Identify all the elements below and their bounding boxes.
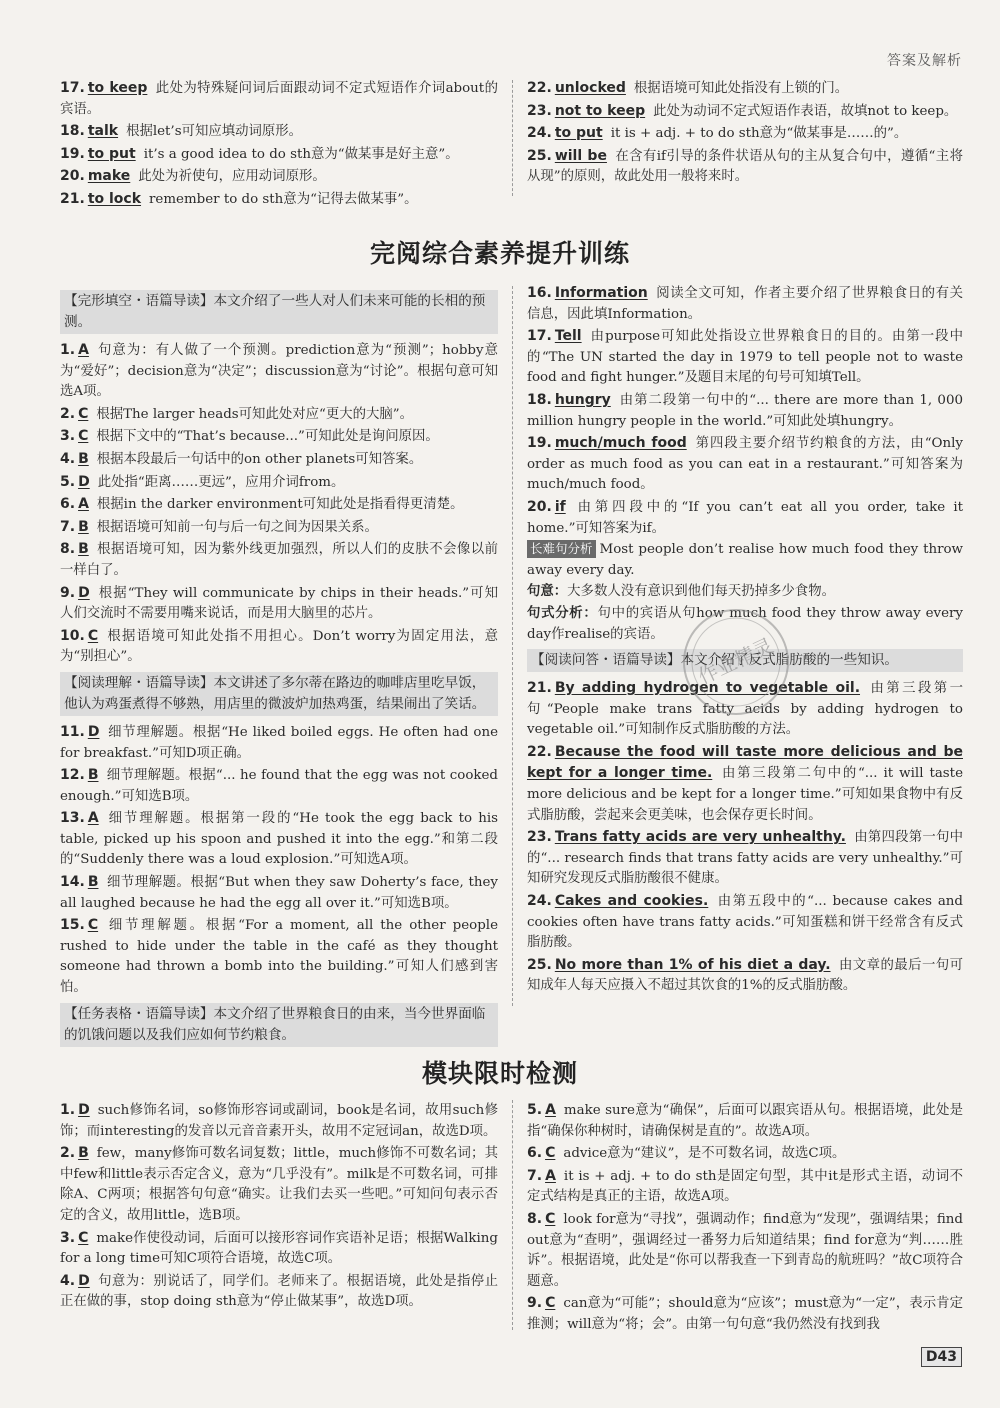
item-explanation: 由第三段第二句中的“... it will taste more delicious and be kept for a longer time.”可知如果食物中有反式脂肪酸，尝起来会更美味，也会保存更长时间。: [527, 766, 963, 823]
item-number: 5.: [60, 473, 76, 490]
answer-item: [60, 78, 498, 120]
item-explanation: 由文章的最后一句可知成年人每天应摄入不超过其饮食的1%的反式脂肪酸。: [527, 957, 963, 994]
item-answer: to put: [87, 145, 136, 162]
item-explanation: it is + adj. + to do sth意为“做某事是……的”。: [610, 126, 908, 142]
answer-item: [60, 1228, 498, 1270]
item-explanation: 第四段主要介绍节约粮食的方法，由“Only order as much food as you can eat in a restaurant.”可知答案为much/much food。: [527, 436, 963, 493]
analysis-text: 句中的宾语从句how much food they throw away every day作realise的宾语。: [527, 605, 964, 642]
item-explanation: 根据语境可知此处指没有上锁的门。: [633, 81, 849, 96]
answer-item: [527, 1100, 963, 1142]
item-answer: C: [545, 1210, 556, 1227]
item-number: 23.: [527, 829, 552, 846]
answer-item: [60, 121, 498, 143]
section2-title: 模块限时检测: [421, 1059, 578, 1088]
answer-item: [527, 891, 963, 954]
reading-guide: 【阅读理解・语篇导读】本文讲述了多尔蒂在路边的咖啡店里吃早饭，他认为鸡蛋煮得不够熟，用店里的微波炉加热鸡蛋，结果闹出了笑话。: [60, 672, 498, 716]
section2-left-column: [60, 1100, 498, 1314]
long-sentence-text: Most people don’t realise how much food they throw away every day.: [527, 542, 963, 578]
item-explanation: 由第四段中的“If you can’t eat all you order, take it home.”可知答案为if。: [527, 499, 963, 536]
item-answer: B: [78, 518, 89, 535]
meaning-text: 大多数人没有意识到他们每天扔掉多少食物。: [567, 584, 835, 600]
item-answer: to put: [554, 125, 603, 142]
item-answer: Information: [554, 285, 648, 301]
item-answer: No more than 1% of his diet a day.: [554, 956, 831, 973]
item-explanation: 由第五段中的“... because cakes and cookies often have trans fatty acids.”可知蛋糕和饼干经常含有反式脂肪酸。: [527, 894, 963, 951]
answer-item: [527, 827, 963, 890]
item-number: 14.: [60, 874, 85, 891]
answer-item: [527, 742, 963, 826]
answer-item: [527, 78, 963, 100]
item-answer: Cakes and cookies.: [554, 893, 709, 910]
item-explanation: 根据let’s可知应填动词原形。: [126, 124, 303, 140]
item-answer: By adding hydrogen to vegetable oil.: [554, 680, 861, 697]
answer-item: [527, 433, 963, 496]
item-explanation: advice意为“建议”，是不可数名词，故选C项。: [563, 1146, 846, 1162]
item-answer: A: [545, 1102, 556, 1118]
item-answer: D: [78, 1102, 90, 1118]
answer-item: [60, 494, 498, 516]
item-explanation: 阅读全文可知，作者主要介绍了世界粮食日的有关信息，因此填Information。: [527, 286, 963, 322]
item-answer: C: [78, 405, 89, 422]
item-number: 3.: [60, 1229, 76, 1246]
column-divider-bottom: [512, 1100, 514, 1330]
answer-item: [527, 1166, 963, 1208]
long-sentence-tag: 长难句分析: [527, 540, 596, 558]
answer-item: [60, 449, 498, 471]
item-explanation: make作使役动词，后面可以接形容词作宾语补足语；根据Walking for a long time可知C项符合语境，故选C项。: [60, 1230, 498, 1267]
answer-item: [527, 955, 963, 997]
page-number: D43: [921, 1347, 962, 1367]
answer-item: [60, 189, 498, 211]
item-answer: Because the food will taste more delicious and be kept for a longer time.: [527, 743, 963, 782]
item-answer: to keep: [87, 80, 148, 96]
item-number: 18.: [60, 123, 85, 140]
item-explanation: 句意为：有人做了一个预测。prediction意为“预测”；hobby意为“爱好”；decision意为“决定”；discussion意为“讨论”。根据句意可知选A项。: [60, 343, 498, 400]
section1-left-column: [60, 286, 498, 1053]
qa-guide: 【阅读问答・语篇导读】本文介绍了反式脂肪酸的一些知识。: [527, 649, 963, 672]
item-number: 12.: [60, 767, 85, 784]
item-answer: B: [87, 874, 99, 891]
item-answer: not to keep: [554, 102, 646, 119]
answer-item: [527, 123, 963, 145]
answer-item: [60, 626, 498, 668]
item-number: 9.: [527, 1295, 543, 1312]
top-right-column: [527, 78, 963, 189]
item-answer: A: [78, 342, 89, 358]
item-answer: if: [554, 498, 566, 515]
item-number: 22.: [527, 743, 552, 760]
analysis-label: 句式分析：: [527, 605, 598, 621]
item-explanation: 由第三段第一句“People make trans fatty acids by adding hydrogen to vegetable oil.”可知制作反式脂肪酸的方法。: [527, 681, 963, 738]
item-answer: D: [78, 584, 90, 601]
item-number: 11.: [60, 723, 85, 740]
item-answer: C: [545, 1145, 556, 1162]
answer-item: [527, 1293, 963, 1335]
answer-item: [60, 765, 498, 807]
long-sentence-block: [527, 540, 963, 581]
item-number: 8.: [527, 1210, 543, 1227]
answer-item: [527, 1143, 963, 1165]
item-explanation: look for意为“寻找”，强调动作；find意为“发现”，强调结果；find out意为“查明”，强调经过一番努力后知道结果；find for意为“判……胜诉”。根据语境，此处是“你可以帮我查一下到青岛的航班吗？”故C项符合题意。: [527, 1211, 963, 1289]
item-explanation: such修饰名词，so修饰形容词或副词，book是名词，故用such修饰；而interesting的发音以元音音素开头，故用不定冠词an，故选D项。: [60, 1103, 498, 1139]
answer-item: [527, 326, 963, 389]
section1-title: 完阅综合素养提升训练: [369, 239, 630, 268]
item-explanation: 根据语境可知此处指不用担心。Don’t worry为固定用法，意为“别担心”。: [60, 628, 498, 665]
item-number: 9.: [60, 584, 76, 601]
answer-item: [527, 390, 963, 432]
item-answer: much/much food: [554, 435, 687, 452]
item-answer: make: [87, 168, 131, 185]
item-explanation: few，many修饰可数名词复数；little，much修饰不可数名词；其中few和little表示否定含义，意为“几乎没有”。milk是不可数名词，可排除A、C两项；根据答句句意“确实。让我们去买一些吧。”可知问句表示否定的含义，故用little，选B项。: [60, 1146, 498, 1223]
item-explanation: 细节理解题。根据“For a moment, all the other people rushed to hide under the table in the café as they thought someone had thrown a bomb into the building.”可知人们感到害怕。: [60, 918, 498, 996]
item-number: 4.: [60, 450, 76, 467]
item-number: 25.: [527, 956, 552, 973]
item-number: 20.: [60, 168, 85, 185]
svg-text:作业精灵: 作业精灵: [694, 633, 777, 689]
answer-item: [60, 166, 498, 188]
answer-item: [527, 283, 963, 325]
item-answer: unlocked: [554, 80, 626, 96]
stamp-watermark: [676, 602, 796, 722]
item-number: 3.: [60, 428, 76, 445]
item-explanation: 此处为祈使句，应用动词原形。: [138, 169, 326, 185]
top-left-column: [60, 78, 498, 212]
answer-item: [60, 722, 498, 764]
item-answer: A: [78, 496, 89, 513]
answer-item: [60, 1143, 498, 1226]
item-answer: B: [78, 541, 89, 558]
item-explanation: it is + adj. + to do sth是固定句型，其中it是形式主语，动词不定式结构是真正的主语，故选A项。: [527, 1168, 963, 1205]
item-explanation: 此处指“距离……更远”，应用介词from。: [97, 474, 345, 490]
item-answer: D: [78, 473, 90, 490]
item-explanation: 根据in the darker environment可知此处是指看得更清楚。: [96, 497, 464, 513]
item-number: 6.: [527, 1145, 543, 1162]
item-number: 19.: [60, 145, 85, 162]
column-divider-middle: [512, 286, 514, 1006]
item-explanation: remember to do sth意为“记得去做某事”。: [149, 191, 418, 207]
item-answer: D: [78, 1272, 90, 1289]
item-number: 21.: [527, 680, 552, 697]
item-answer: Tell: [554, 328, 582, 345]
item-answer: to lock: [87, 190, 142, 207]
section2-right-column: [527, 1100, 963, 1337]
item-number: 5.: [527, 1102, 543, 1118]
header-title: 答案及解析: [887, 53, 962, 69]
item-explanation: 根据语境可知，因为紫外线更加强烈，所以人们的皮肤不会像以前一样白了。: [60, 542, 498, 578]
answer-item: [60, 426, 498, 448]
item-number: 8.: [60, 541, 76, 558]
item-explanation: 根据语境可知前一句与后一句之间为因果关系。: [96, 519, 378, 535]
item-explanation: 此处为动词不定式短语作表语，故填not to keep。: [653, 103, 958, 119]
answer-item: [60, 915, 498, 998]
item-answer: B: [87, 767, 99, 784]
item-explanation: 根据“They will communicate by chips in their heads.”可知人们交流时不需要用嘴来说话，而是用大脑里的芯片。: [60, 585, 498, 622]
item-number: 1.: [60, 342, 76, 358]
item-explanation: 根据The larger heads可知此处对应“更大的大脑”。: [96, 406, 414, 422]
item-number: 15.: [60, 917, 85, 934]
item-explanation: 由purpose可知此处指设立世界粮食日的目的。由第一段中的“The UN started the day in 1979 to tell people not to waste food and fight hunger.”及题目末尾的句号可知填Tell。: [527, 329, 963, 386]
item-explanation: 在含有if引导的条件状语从句的主从复合句中，遵循“主将从现”的原则，故此处用一般将来时。: [527, 148, 963, 185]
item-explanation: 细节理解题。根据“... he found that the egg was not cooked enough.”可知选B项。: [60, 768, 498, 804]
item-number: 25.: [527, 147, 552, 164]
item-number: 17.: [60, 80, 85, 96]
item-number: 22.: [527, 80, 552, 96]
answer-item: [527, 146, 963, 188]
item-number: 24.: [527, 125, 552, 142]
item-answer: C: [87, 917, 99, 934]
item-number: 13.: [60, 810, 85, 827]
item-answer: C: [78, 1229, 89, 1246]
item-answer: will be: [554, 147, 607, 164]
item-explanation: it’s a good idea to do sth意为“做某事是好主意”。: [143, 146, 459, 162]
item-number: 4.: [60, 1272, 76, 1289]
item-explanation: 根据本段最后一句话中的on other planets可知答案。: [96, 451, 423, 467]
answer-item: [527, 497, 963, 539]
column-divider-top: [512, 80, 514, 196]
item-number: 24.: [527, 893, 552, 910]
item-number: 1.: [60, 1102, 76, 1118]
answer-item: [527, 1209, 963, 1292]
item-number: 18.: [527, 391, 552, 408]
item-number: 6.: [60, 496, 76, 513]
item-explanation: make sure意为“确保”，后面可以跟宾语从句。根据语境，此处是指“确保你种树时，请确保树是直的”。故选A项。: [527, 1103, 963, 1139]
item-answer: Trans fatty acids are very unhealthy.: [554, 829, 846, 846]
item-number: 10.: [60, 627, 85, 644]
item-number: 7.: [527, 1167, 543, 1184]
item-explanation: 句意为：别说话了，同学们。老师来了。根据语境，此处是指停止正在做的事，stop doing sth意为“停止做某事”，故选D项。: [60, 1273, 498, 1310]
item-explanation: 由第四段第一句中的“... research finds that trans fatty acids are very unhealthy.”可知研究发现反式脂肪酸很不健康。: [527, 830, 963, 887]
item-number: 16.: [527, 285, 552, 301]
answer-item: [60, 340, 498, 403]
item-explanation: 此处为特殊疑问词后面跟动词不定式短语作介词about的宾语。: [60, 81, 498, 117]
item-number: 20.: [527, 498, 552, 515]
answer-item: [60, 472, 498, 494]
item-answer: B: [78, 1145, 89, 1162]
item-answer: B: [78, 450, 89, 467]
item-number: 23.: [527, 102, 552, 119]
answer-item: [60, 808, 498, 871]
item-answer: C: [87, 627, 99, 644]
item-answer: C: [545, 1295, 556, 1312]
item-explanation: 由第二段第一句中的“... there are more than 1, 000 million hungry people in the world.”可知此处填hungry。: [527, 392, 963, 429]
item-answer: hungry: [554, 391, 611, 408]
answer-item: [60, 404, 498, 426]
item-number: 17.: [527, 328, 552, 345]
answer-item: [60, 1100, 498, 1142]
item-number: 19.: [527, 435, 552, 452]
answer-item: [60, 872, 498, 914]
item-explanation: 细节理解题。根据“But when they saw Doherty’s face, they all laughed because he had the egg all over it.”可知选B项。: [60, 875, 498, 911]
item-number: 7.: [60, 518, 76, 535]
item-explanation: can意为“可能”；should意为“应该”；must意为“一定”，表示肯定推测；will意为“将；会”。由第一句句意“我仍然没有找到我: [527, 1296, 963, 1332]
cloze-guide: 【完形填空・语篇导读】本文介绍了一些人对人们未来可能的长相的预测。: [60, 290, 498, 334]
item-explanation: 细节理解题。根据“He liked boiled eggs. He often had one for breakfast.”可知D项正确。: [60, 724, 498, 761]
answer-item: [60, 1271, 498, 1313]
answer-item: [60, 583, 498, 625]
item-answer: talk: [87, 123, 119, 140]
item-answer: C: [78, 428, 89, 445]
task-guide: 【任务表格・语篇导读】本文介绍了世界粮食日的由来，当今世界面临的饥饿问题以及我们应如何节约粮食。: [60, 1003, 498, 1047]
item-explanation: 细节理解题。根据第一段的“He took the egg back to his table, picked up his spoon and pushed it into the egg.”和第二段的“Suddenly there was a loud explosion.”可知选A项。: [60, 811, 498, 868]
item-explanation: 根据下文中的“That’s because...”可知此处是询问原因。: [96, 429, 439, 445]
answer-item: [60, 539, 498, 581]
answer-item: [60, 517, 498, 539]
meaning-label: 句意：: [527, 584, 568, 600]
item-answer: A: [87, 810, 99, 827]
item-number: 2.: [60, 405, 76, 422]
item-number: 21.: [60, 190, 85, 207]
item-number: 2.: [60, 1145, 76, 1162]
sentence-meaning: [527, 582, 963, 603]
item-answer: A: [545, 1167, 556, 1184]
answer-item: [527, 101, 963, 123]
answer-item: [60, 144, 498, 166]
item-answer: D: [87, 723, 100, 740]
